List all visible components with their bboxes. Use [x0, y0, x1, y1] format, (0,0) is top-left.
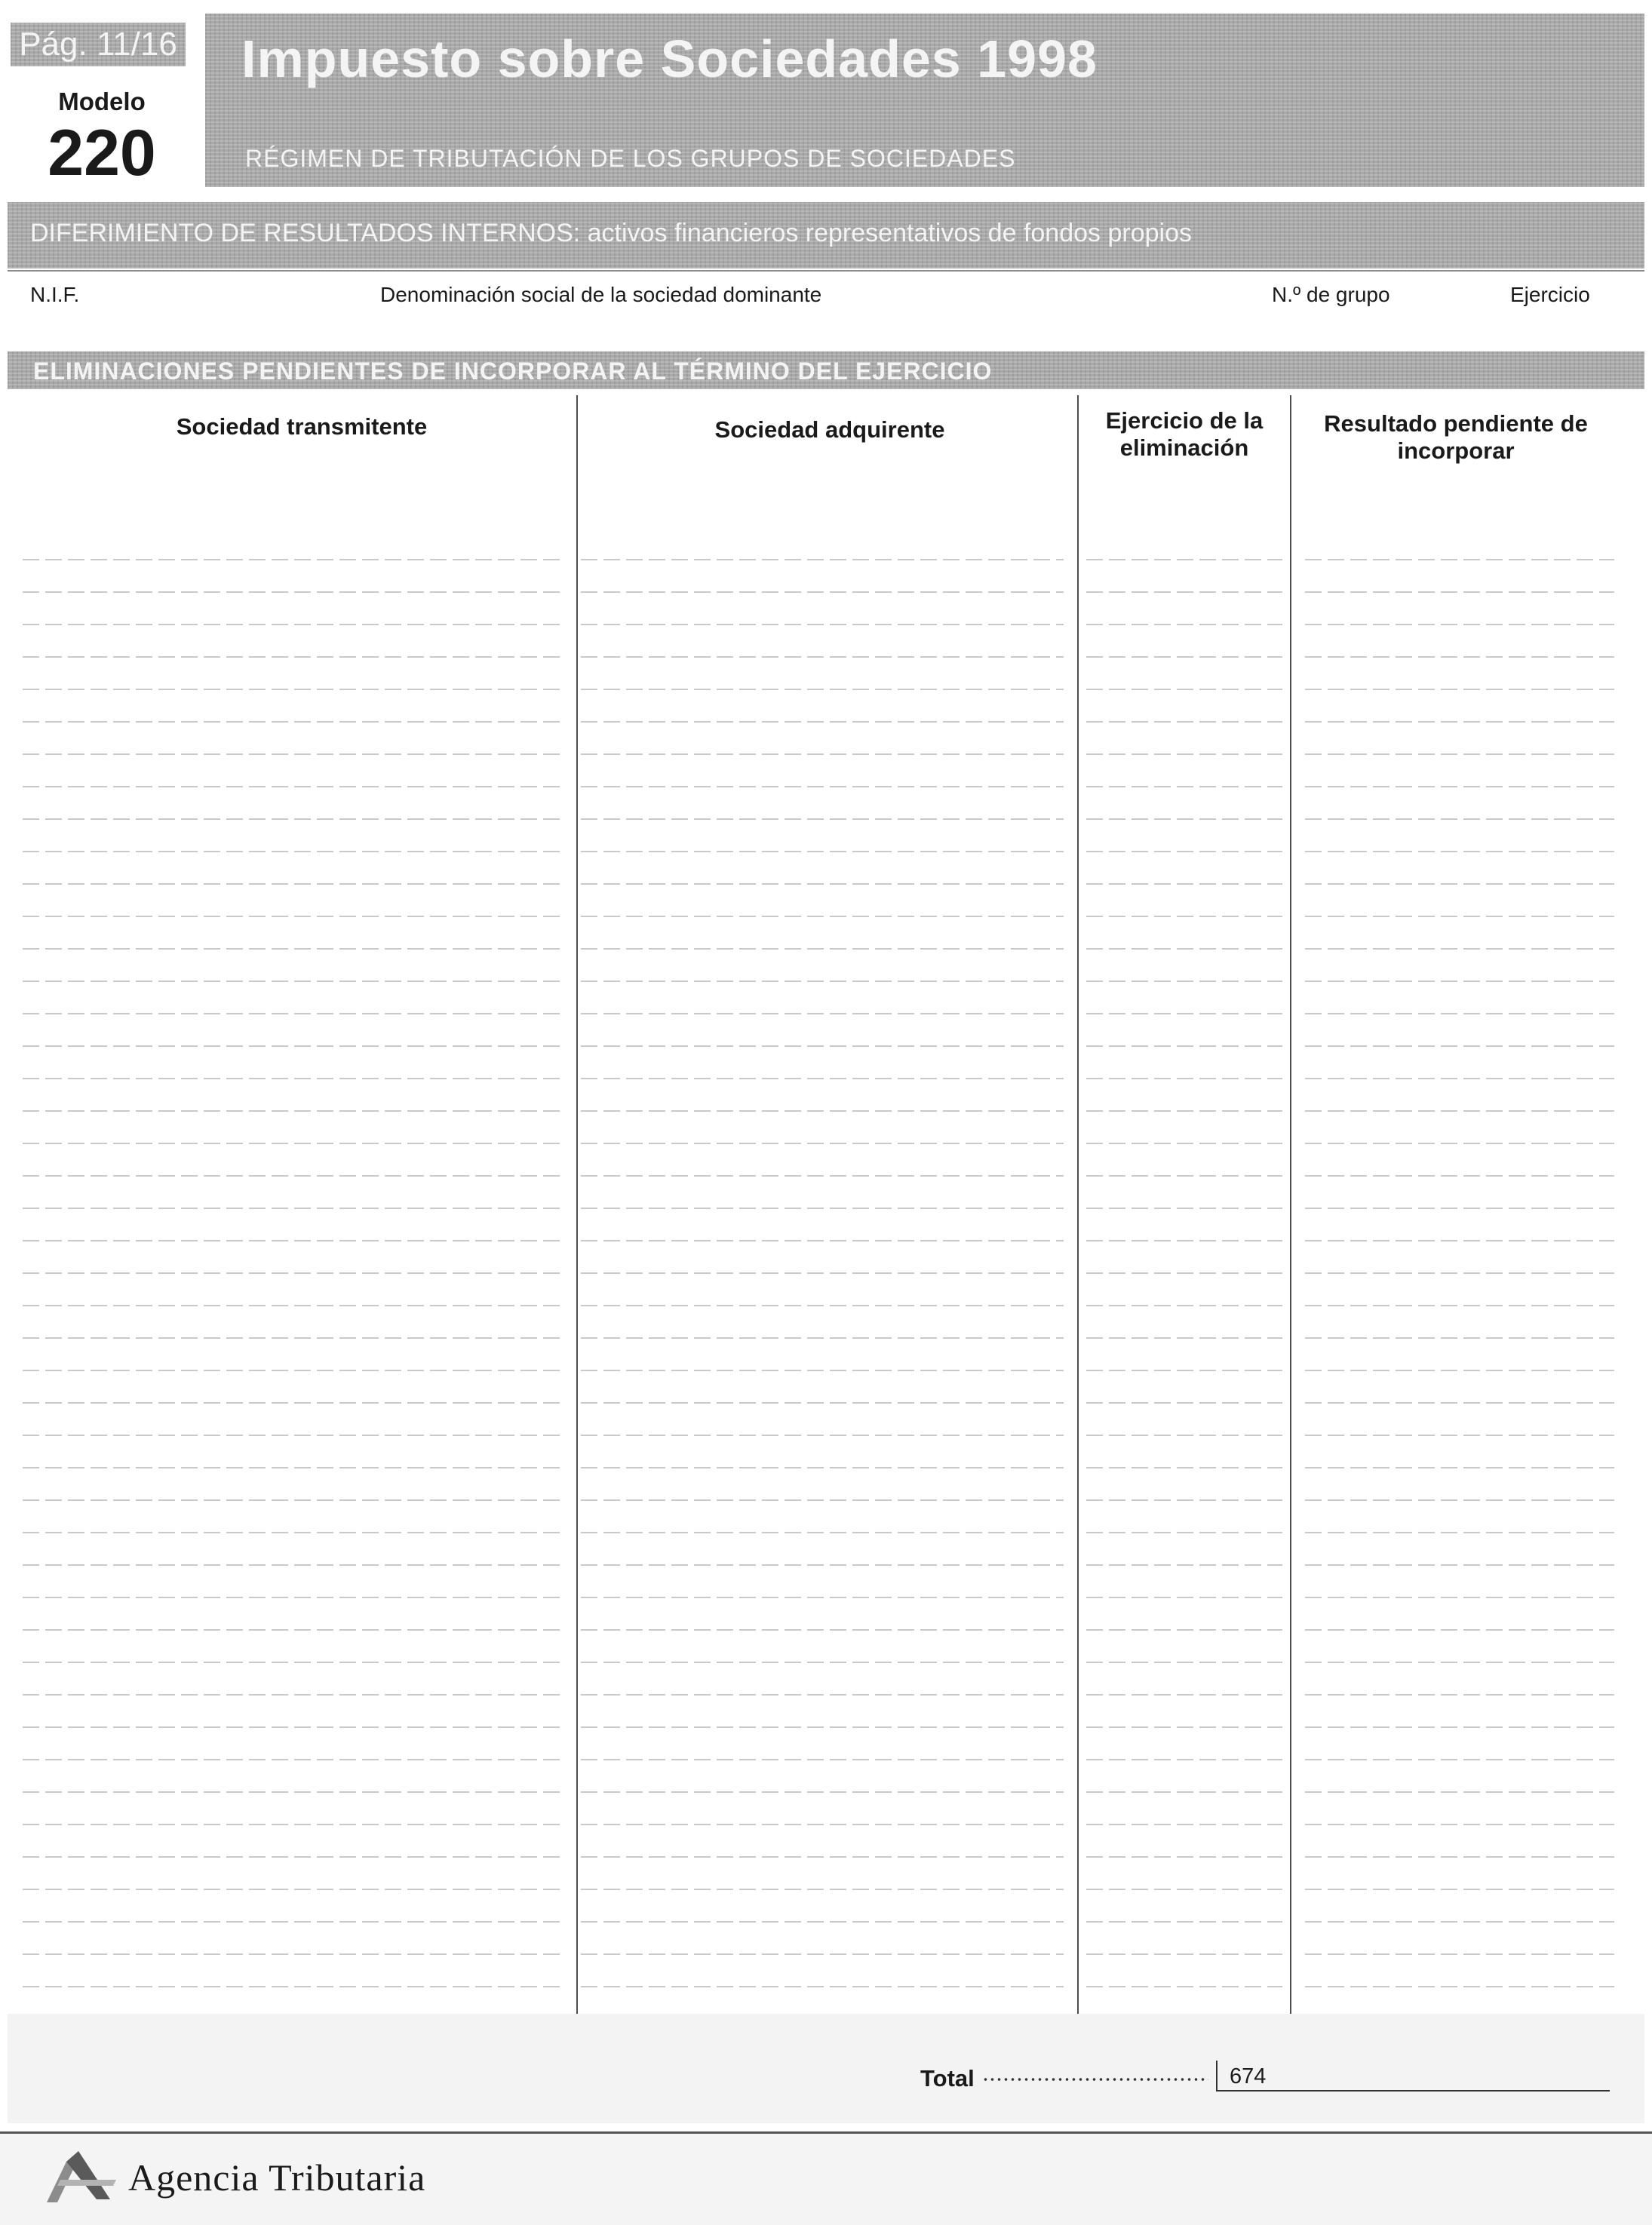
- modelo-number: 220: [48, 117, 156, 189]
- agencia-tributaria-name: Agencia Tributaria: [128, 2156, 426, 2199]
- ejercicio-column-rows[interactable]: [1086, 528, 1282, 1987]
- eliminaciones-title: ELIMINACIONES PENDIENTES DE INCORPORAR AL TÉRMINO DEL EJERCICIO: [33, 358, 993, 385]
- agencia-tributaria-logo-icon: [44, 2147, 119, 2207]
- form-title: Impuesto sobre Sociedades 1998: [241, 29, 1098, 88]
- total-label: Total: [920, 2065, 975, 2092]
- col-header-resultado-pendiente: Resultado pendiente de incorporar: [1324, 410, 1588, 464]
- column-divider-2: [1077, 395, 1079, 2021]
- section-title-rest: activos financieros representativos de fondos propios: [580, 219, 1192, 247]
- denominacion-label: Denominación social de la sociedad dominante: [380, 283, 822, 306]
- total-casilla-number: 674: [1230, 2064, 1267, 2088]
- grupo-label: N.º de grupo: [1272, 283, 1390, 306]
- ejercicio-label: Ejercicio: [1510, 283, 1590, 306]
- col-header-ejercicio-eliminacion: Ejercicio de la eliminación: [1105, 407, 1264, 461]
- total-input-field[interactable]: [1216, 2090, 1610, 2092]
- section-title-main: DIFERIMIENTO DE RESULTADOS INTERNOS:: [30, 219, 581, 247]
- form-subtitle: RÉGIMEN DE TRIBUTACIÓN DE LOS GRUPOS DE SOCIEDADES: [245, 145, 1016, 172]
- total-leader-dots: [982, 2074, 1208, 2085]
- section-title: [30, 219, 1192, 248]
- transmitente-column-rows[interactable]: [23, 528, 560, 1987]
- total-field-marker: [1216, 2061, 1218, 2091]
- col-header-adquirente: Sociedad adquirente: [714, 416, 945, 443]
- column-divider-3: [1290, 395, 1291, 2021]
- nif-label: N.I.F.: [30, 283, 80, 306]
- adquirente-column-rows[interactable]: [581, 528, 1064, 1987]
- table-bottom-shade: [8, 2014, 1644, 2123]
- column-divider-1: [576, 395, 578, 2021]
- identification-divider: [8, 270, 1644, 272]
- page-number: Pág. 11/16: [19, 26, 177, 63]
- col-header-transmitente: Sociedad transmitente: [176, 413, 428, 440]
- resultado-column-rows[interactable]: [1305, 528, 1614, 1987]
- modelo-label: Modelo: [58, 87, 146, 115]
